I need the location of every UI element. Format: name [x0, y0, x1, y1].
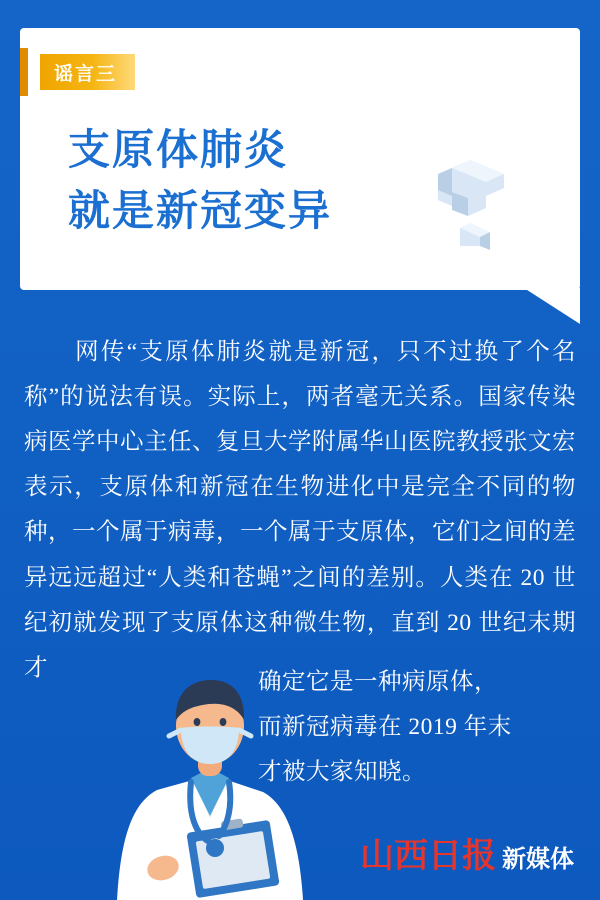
- card-tail: [524, 288, 580, 324]
- brand-logo: [360, 840, 574, 874]
- logo-sub-text: 新媒体: [502, 846, 574, 873]
- badge-accent-bar: [20, 48, 28, 96]
- logo-mark-text: 山西日报: [360, 838, 496, 875]
- headline-line-1: 支原体肺炎: [68, 126, 289, 173]
- rumor-badge: [40, 54, 135, 90]
- headline-line-2: 就是新冠变异: [68, 186, 333, 234]
- doctor-illustration: [95, 640, 325, 900]
- body-tail-line-1: 确定它是一种病原体，: [258, 669, 498, 695]
- page-title: [68, 120, 332, 242]
- body-tail-line-2: 而新冠病毒在 2019 年末: [258, 714, 512, 741]
- body-tail-line-3: 才被大家知晓。: [258, 759, 426, 786]
- rumor-badge-label: 谣言三: [54, 63, 118, 85]
- body-paragraph-text: 网传“支原体肺炎就是新冠，只不过换了个名称”的说法有误。实际上，两者毫无关系。国家传染病医学中心主任、复旦大学附属华山医院教授张文宏表示，支原体和新冠在生物进化中是完全不同的物种，一个属于病毒，一个属于支原体，它们之间的差异远远超过“人类和苍蝇”之间的差别。人类在 20 世纪初就发现了支原体这种微生物，直到 20 世纪末期才: [24, 339, 576, 681]
- question-mark-icon: [408, 146, 528, 266]
- headline-card: [20, 28, 580, 290]
- body-paragraph: [24, 330, 576, 691]
- logo-mark: [360, 840, 496, 874]
